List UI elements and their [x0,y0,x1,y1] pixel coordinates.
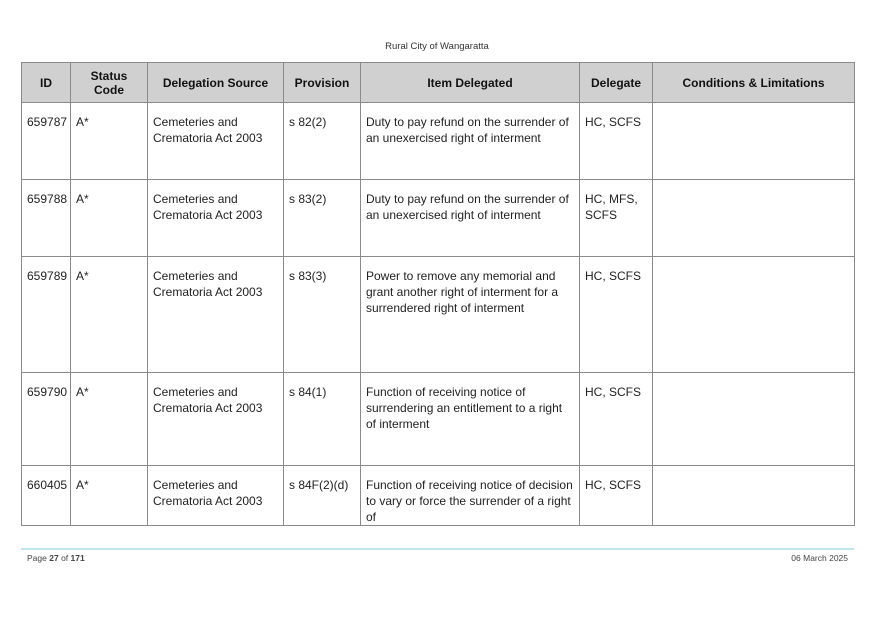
cell-id: 659788 [22,180,71,257]
page-label: Page [27,553,47,563]
page-total: 171 [70,553,85,563]
cell-conditions [653,103,855,180]
cell-conditions [653,373,855,466]
cell-status-code: A* [71,103,148,180]
cell-id: 659790 [22,373,71,466]
table-row [22,103,855,180]
cell-status-code: A* [71,257,148,373]
column-header-status-code: Status Code [71,63,148,103]
delegations-table [21,62,855,526]
cell-conditions [653,180,855,257]
table-row [22,466,855,526]
column-header-provision: Provision [284,63,361,103]
cell-conditions [653,257,855,373]
cell-delegate: HC, SCFS [580,466,653,526]
column-header-item-delegated: Item Delegated [361,63,580,103]
page-indicator [27,553,85,563]
table-row [22,373,855,466]
cell-delegate: HC, SCFS [580,373,653,466]
of-label: of [61,553,69,563]
cell-delegation-source: Cemeteries and Crematoria Act 2003 [148,180,284,257]
table-row [22,180,855,257]
footer-divider [21,548,854,550]
cell-id: 660405 [22,466,71,526]
cell-delegate: HC, SCFS [580,103,653,180]
cell-item-delegated: Function of receiving notice of decision to vary or force the surrender of a right of [361,466,580,526]
cell-conditions [653,466,855,526]
cell-delegation-source: Cemeteries and Crematoria Act 2003 [148,103,284,180]
cell-provision: s 84(1) [284,373,361,466]
column-header-id: ID [22,63,71,103]
cell-id: 659789 [22,257,71,373]
document-header: Rural City of Wangaratta [385,41,489,52]
cell-delegation-source: Cemeteries and Crematoria Act 2003 [148,373,284,466]
cell-item-delegated: Function of receiving notice of surrendering an entitlement to a right of interment [361,373,580,466]
cell-provision: s 84F(2)(d) [284,466,361,526]
cell-provision: s 83(3) [284,257,361,373]
cell-delegation-source: Cemeteries and Crematoria Act 2003 [148,466,284,526]
document-date: 06 March 2025 [791,553,848,563]
cell-delegate: HC, MFS, SCFS [580,180,653,257]
cell-item-delegated: Duty to pay refund on the surrender of an unexercised right of interment [361,103,580,180]
table-row [22,257,855,373]
cell-status-code: A* [71,180,148,257]
cell-status-code: A* [71,373,148,466]
cell-item-delegated: Duty to pay refund on the surrender of an unexercised right of interment [361,180,580,257]
column-header-delegate: Delegate [580,63,653,103]
cell-provision: s 82(2) [284,103,361,180]
cell-delegation-source: Cemeteries and Crematoria Act 2003 [148,257,284,373]
column-header-delegation-source: Delegation Source [148,63,284,103]
cell-provision: s 83(2) [284,180,361,257]
table-header-row [22,63,855,103]
cell-status-code: A* [71,466,148,526]
cell-item-delegated: Power to remove any memorial and grant another right of interment for a surrendered right of interment [361,257,580,373]
cell-id: 659787 [22,103,71,180]
cell-delegate: HC, SCFS [580,257,653,373]
column-header-conditions: Conditions & Limitations [653,63,855,103]
page-number: 27 [49,553,59,563]
